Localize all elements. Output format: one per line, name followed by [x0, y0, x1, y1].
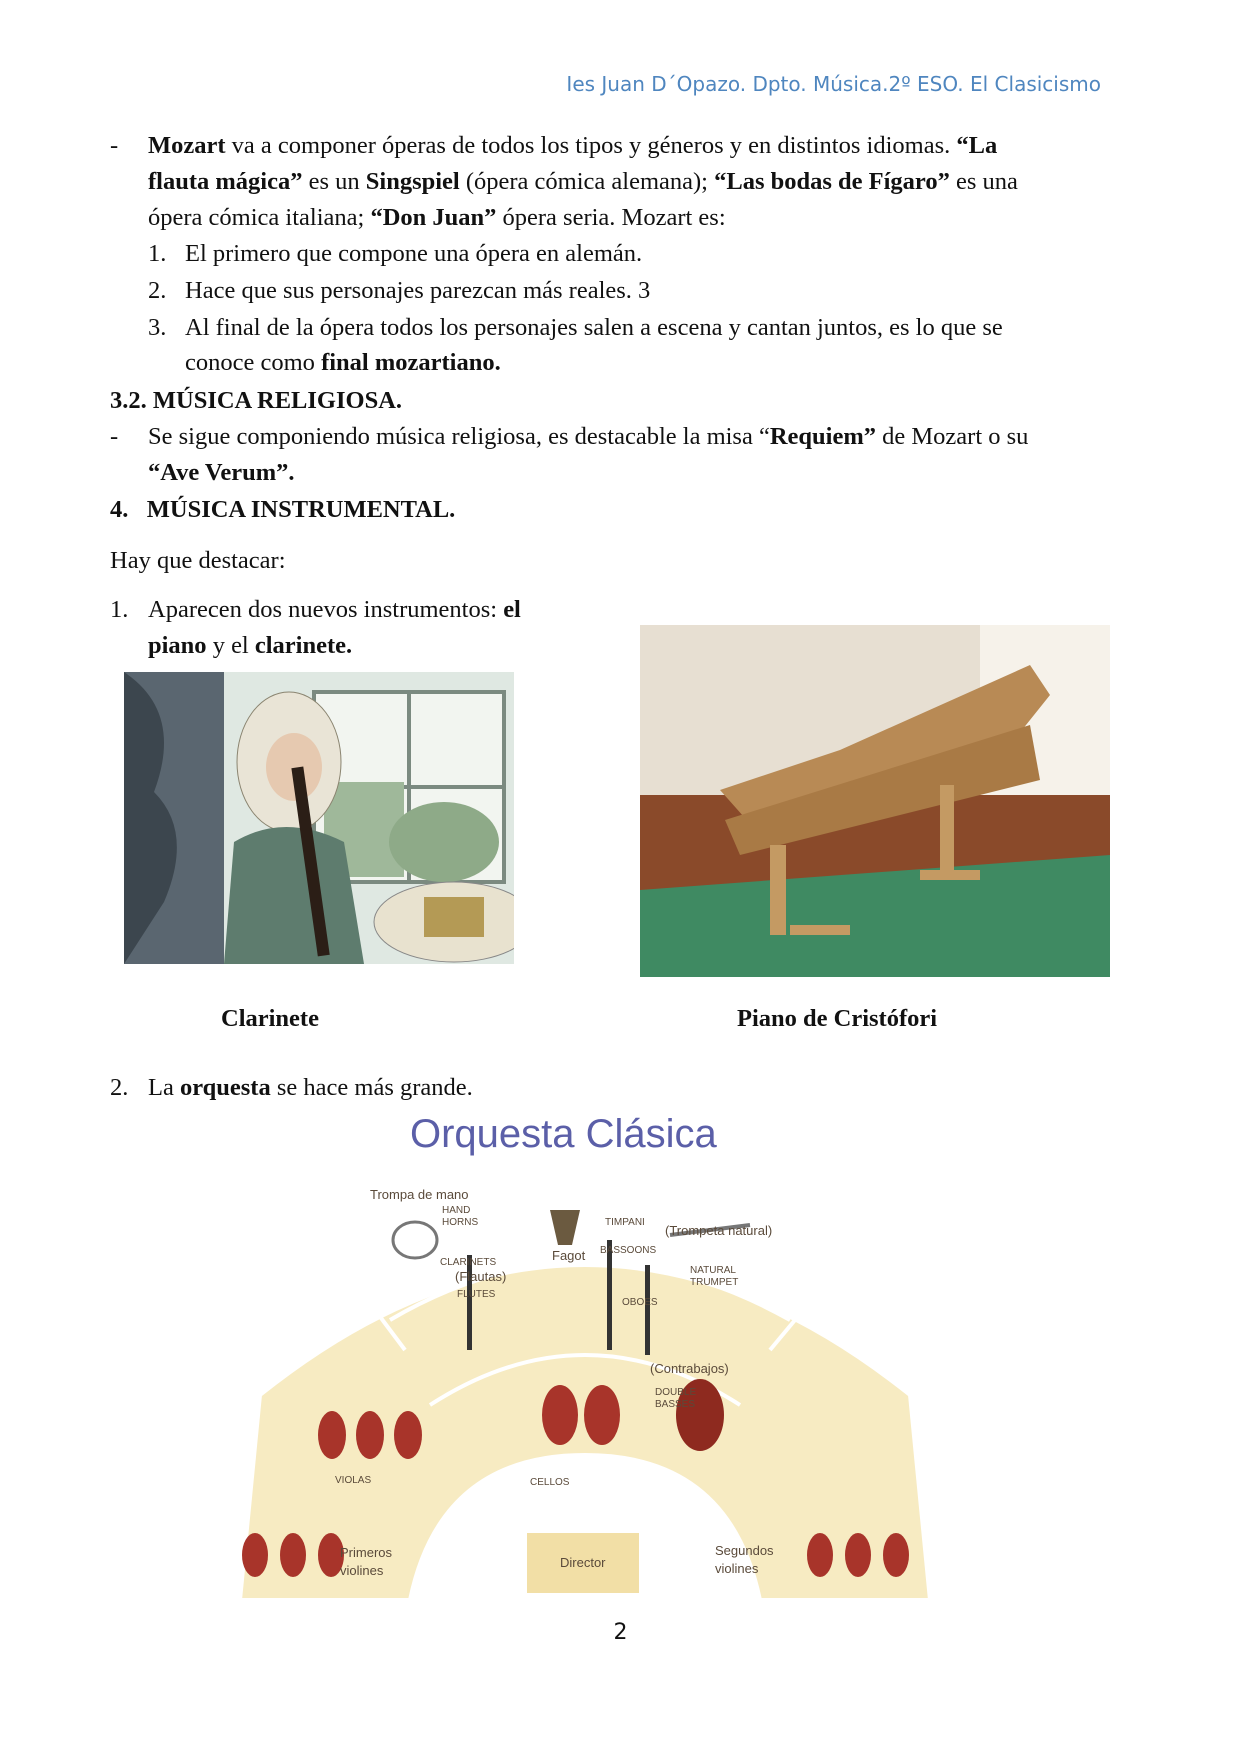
label-flutes: FLUTES	[457, 1289, 496, 1300]
cristofori-piano-image	[640, 625, 1110, 977]
label-basses: BASSES	[655, 1399, 696, 1410]
label-fagot: Fagot	[552, 1248, 586, 1263]
timpani-shape	[550, 1210, 580, 1245]
label-flautas: (Flautas)	[455, 1269, 507, 1284]
list-item-num: 2.	[148, 277, 167, 304]
bullet-dash: -	[110, 423, 119, 450]
label-primeros: Primeros	[340, 1545, 393, 1560]
label-trompa: Trompa de mano	[370, 1187, 469, 1202]
label-natural: NATURAL	[690, 1265, 736, 1276]
orchestra-diagram	[230, 1105, 940, 1605]
label-violas: VIOLAS	[335, 1475, 372, 1486]
label-violines-1: violines	[340, 1563, 384, 1578]
bullet-dash: -	[110, 132, 119, 159]
diagram-title: Orquesta Clásica	[410, 1112, 717, 1156]
list-item-num: 2.	[110, 1074, 129, 1101]
violas-group	[318, 1411, 422, 1459]
caption-clarinete: Clarinete	[221, 1005, 319, 1032]
label-trompeta: (Trompeta natural)	[665, 1223, 773, 1238]
list-item-num: 1.	[110, 596, 129, 623]
label-cellos: CELLOS	[530, 1477, 570, 1488]
list-item-cont: conoce como final mozartiano.	[185, 349, 501, 376]
list-item: Hace que sus personajes parezcan más reales. 3	[185, 277, 651, 304]
intro-text: Hay que destacar:	[110, 547, 286, 574]
label-hand: HAND	[442, 1205, 471, 1216]
clarinet-player-image	[124, 672, 514, 964]
religiosa-line-2: “Ave Verum”.	[148, 459, 295, 486]
instrumental-item1-line1: Aparecen dos nuevos instrumentos: el	[148, 596, 521, 623]
label-horns: HORNS	[442, 1217, 479, 1228]
label-director: Director	[560, 1555, 606, 1570]
caption-piano: Piano de Cristófori	[737, 1005, 938, 1032]
label-double: DOUBLE	[655, 1387, 697, 1398]
running-header: Ies Juan D´Opazo. Dpto. Música.2º ESO. El Clasicismo	[566, 72, 1101, 96]
list-item-num: 3.	[148, 314, 167, 341]
list-item: El primero que compone una ópera en alemán.	[185, 240, 643, 267]
oboe-shape	[645, 1265, 650, 1355]
page-number: 2	[613, 1620, 628, 1645]
section-heading-instrumental: 4. MÚSICA INSTRUMENTAL.	[110, 496, 456, 523]
list-item-num: 1.	[148, 240, 167, 267]
label-violines-2: violines	[715, 1561, 759, 1576]
label-trumpet: TRUMPET	[690, 1277, 739, 1288]
religiosa-line-1: Se sigue componiendo música religiosa, es destacable la misa “Requiem” de Mozart o su	[148, 423, 1029, 450]
label-clarinets: CLARINETS	[440, 1257, 497, 1268]
mozart-line-3: ópera cómica italiana; “Don Juan” ópera seria. Mozart es:	[148, 204, 726, 231]
label-timpani: TIMPANI	[605, 1217, 645, 1228]
label-contrabajos: (Contrabajos)	[650, 1361, 729, 1376]
second-violins-group	[807, 1533, 909, 1577]
mozart-line-1: Mozart va a componer óperas de todos los tipos y géneros y en distintos idiomas. “La	[148, 132, 998, 159]
label-oboes: OBOES	[622, 1297, 658, 1308]
label-bassoons: BASSOONS	[600, 1245, 657, 1256]
mozart-line-2: flauta mágica” es un Singspiel (ópera cómica alemana); “Las bodas de Fígaro” es una	[148, 168, 1018, 195]
instrumental-item1-line2: piano y el clarinete.	[148, 632, 353, 659]
label-segundos: Segundos	[715, 1543, 774, 1558]
bassoon-shape	[607, 1240, 612, 1350]
list-item: Al final de la ópera todos los personajes salen a escena y cantan juntos, es lo que se	[185, 314, 1003, 341]
first-violins-group	[242, 1533, 344, 1577]
instrumental-item2: La orquesta se hace más grande.	[148, 1074, 473, 1101]
section-heading-religiosa: 3.2. MÚSICA RELIGIOSA.	[110, 387, 403, 414]
horn-shape	[393, 1222, 437, 1258]
